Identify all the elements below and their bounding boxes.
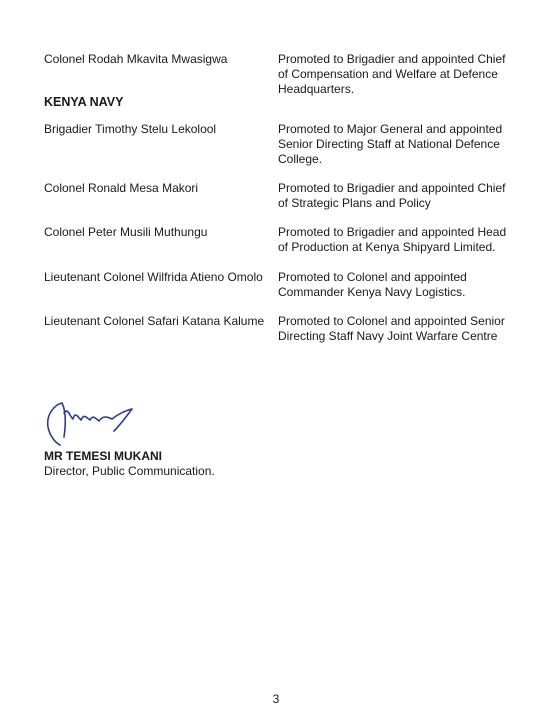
signatory-name: MR TEMESI MUKANI [44,449,162,463]
signature-icon [40,393,140,449]
officer-name: Lieutenant Colonel Wilfrida Atieno Omolo [44,270,263,284]
officer-name: Colonel Peter Musili Muthungu [44,225,208,239]
signatory-title: Director, Public Communication. [44,464,215,478]
promotion-description: Promoted to Brigadier and appointed Head of Production at Kenya Shipyard Limited. [278,225,507,254]
promotion-description: Promoted to Major General and appointed Senior Directing Staff at National Defence College. [278,122,503,166]
page-number: 3 [272,692,280,706]
promotion-description: Promoted to Brigadier and appointed Chief of Compensation and Welfare at Defence Headquarters. [278,52,506,96]
officer-name: Lieutenant Colonel Safari Katana Kalume [44,314,265,328]
officer-name: Colonel Rodah Mkavita Mwasigwa [44,52,228,66]
promotion-description: Promoted to Brigadier and appointed Chief of Strategic Plans and Policy [278,181,506,210]
officer-name: Colonel Ronald Mesa Makori [44,181,199,195]
promotion-description: Promoted to Colonel and appointed Commander Kenya Navy Logistics. [278,270,467,299]
officer-name: Brigadier Timothy Stelu Lekolool [44,122,217,136]
section-heading-kenya-navy: KENYA NAVY [44,95,124,109]
promotion-description: Promoted to Colonel and appointed Senior Directing Staff Navy Joint Warfare Centre [278,314,505,343]
